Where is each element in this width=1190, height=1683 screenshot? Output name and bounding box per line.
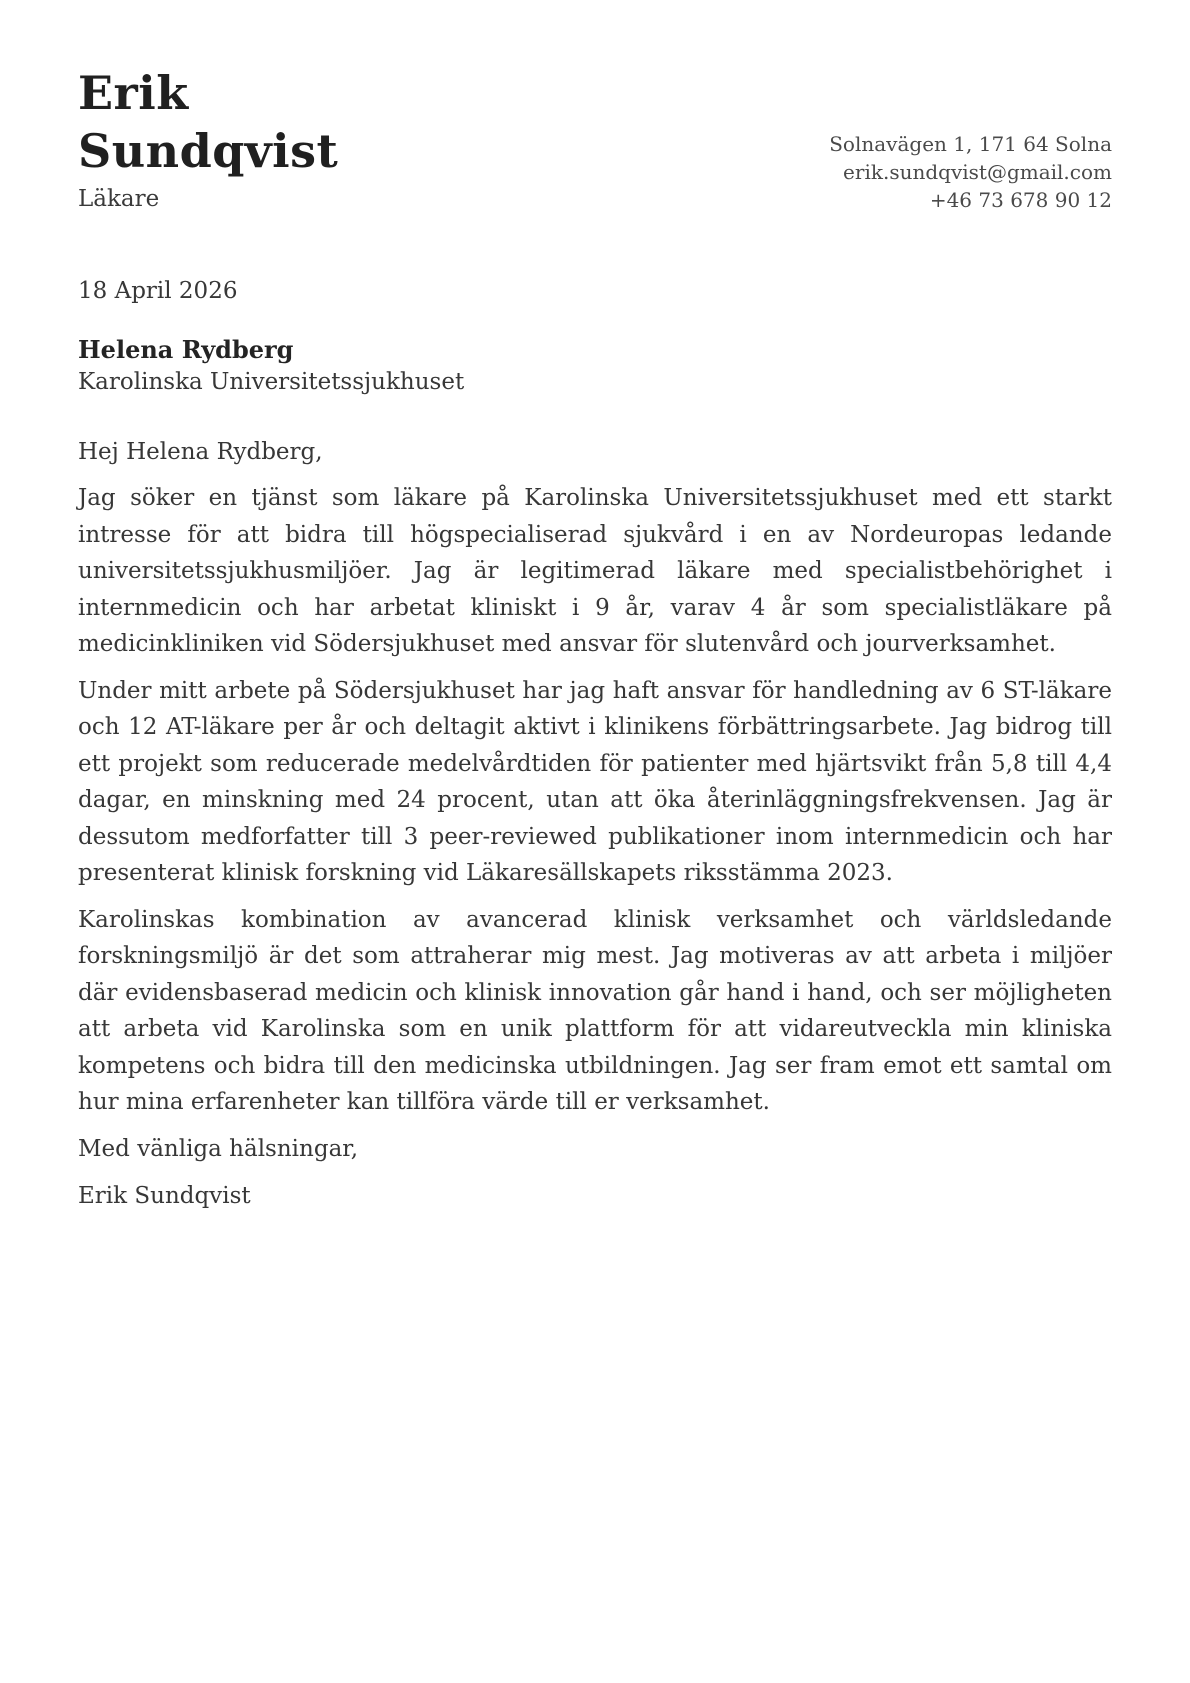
paragraph-1: Jag söker en tjänst som läkare på Karolinska Universitetssjukhuset med ett starkt intresse för att bidra till högspecialiserad sjukvård i en av Nordeuropas ledande universitetssjukhusmiljöer. Jag är legitimerad läkare med specialistbehörighet i internmedicin och har arbetat kliniskt i 9 år, varav 4 år som specialistläkare på medicinkliniken vid Södersjukhuset med ansvar för slutenvård och jourverksamhet. (78, 485, 1112, 657)
recipient-block (78, 334, 1112, 398)
paragraph-2: Under mitt arbete på Södersjukhuset har jag haft ansvar för handledning av 6 ST-läkare och 12 AT-läkare per år och deltagit aktivt i klinikens förbättringsarbete. Jag bidrog till ett projekt som reducerade medelvårdtiden för patienter med hjärtsvikt från 5,8 till 4,4 dagar, en minskning med 24 procent, utan att öka återinläggningsfrekvensen. Jag är dessutom medforfatter till 3 peer-reviewed publikationer inom internmedicin och har presenterat klinisk forskning vid Läkaresällskapets riksstämma 2023. (78, 677, 1112, 886)
letter-body (78, 274, 1112, 1214)
recipient-name: Helena Rydberg (78, 335, 294, 364)
letter-header (78, 64, 1112, 216)
sender-role: Läkare (78, 186, 160, 212)
contact-block (829, 130, 1112, 216)
closing-phrase: Med vänliga hälsningar, (78, 1135, 359, 1162)
contact-email: erik.sundqvist@gmail.com (843, 160, 1112, 184)
contact-address: Solnavägen 1, 171 64 Solna (829, 132, 1112, 156)
recipient-organization: Karolinska Universitetssjukhuset (78, 369, 465, 395)
sender-name (78, 64, 338, 180)
sender-name-line2: Sundqvist (78, 124, 339, 178)
paragraph-3: Karolinskas kombination av avancerad klinisk verksamhet och världsledande forskningsmiljö är det som attraherar mig mest. Jag motiveras av att arbeta i miljöer där evidensbaserad medicin och klinisk innovation går hand i hand, och ser möjligheten att arbeta vid Karolinska som en unik plattform för att vidareutveckla min kliniska kompetens och bidra till den medicinska utbildningen. Jag ser fram emot ett samtal om hur mina erfarenheter kan tillföra värde till er verksamhet. (78, 906, 1112, 1115)
letter-date: 18 April 2026 (78, 278, 238, 304)
greeting: Hej Helena Rydberg, (78, 439, 323, 465)
contact-phone: +46 73 678 90 12 (929, 188, 1112, 212)
sender-identity (78, 64, 338, 216)
sender-name-line1: Erik (78, 66, 189, 120)
signature-name: Erik Sundqvist (78, 1182, 251, 1209)
